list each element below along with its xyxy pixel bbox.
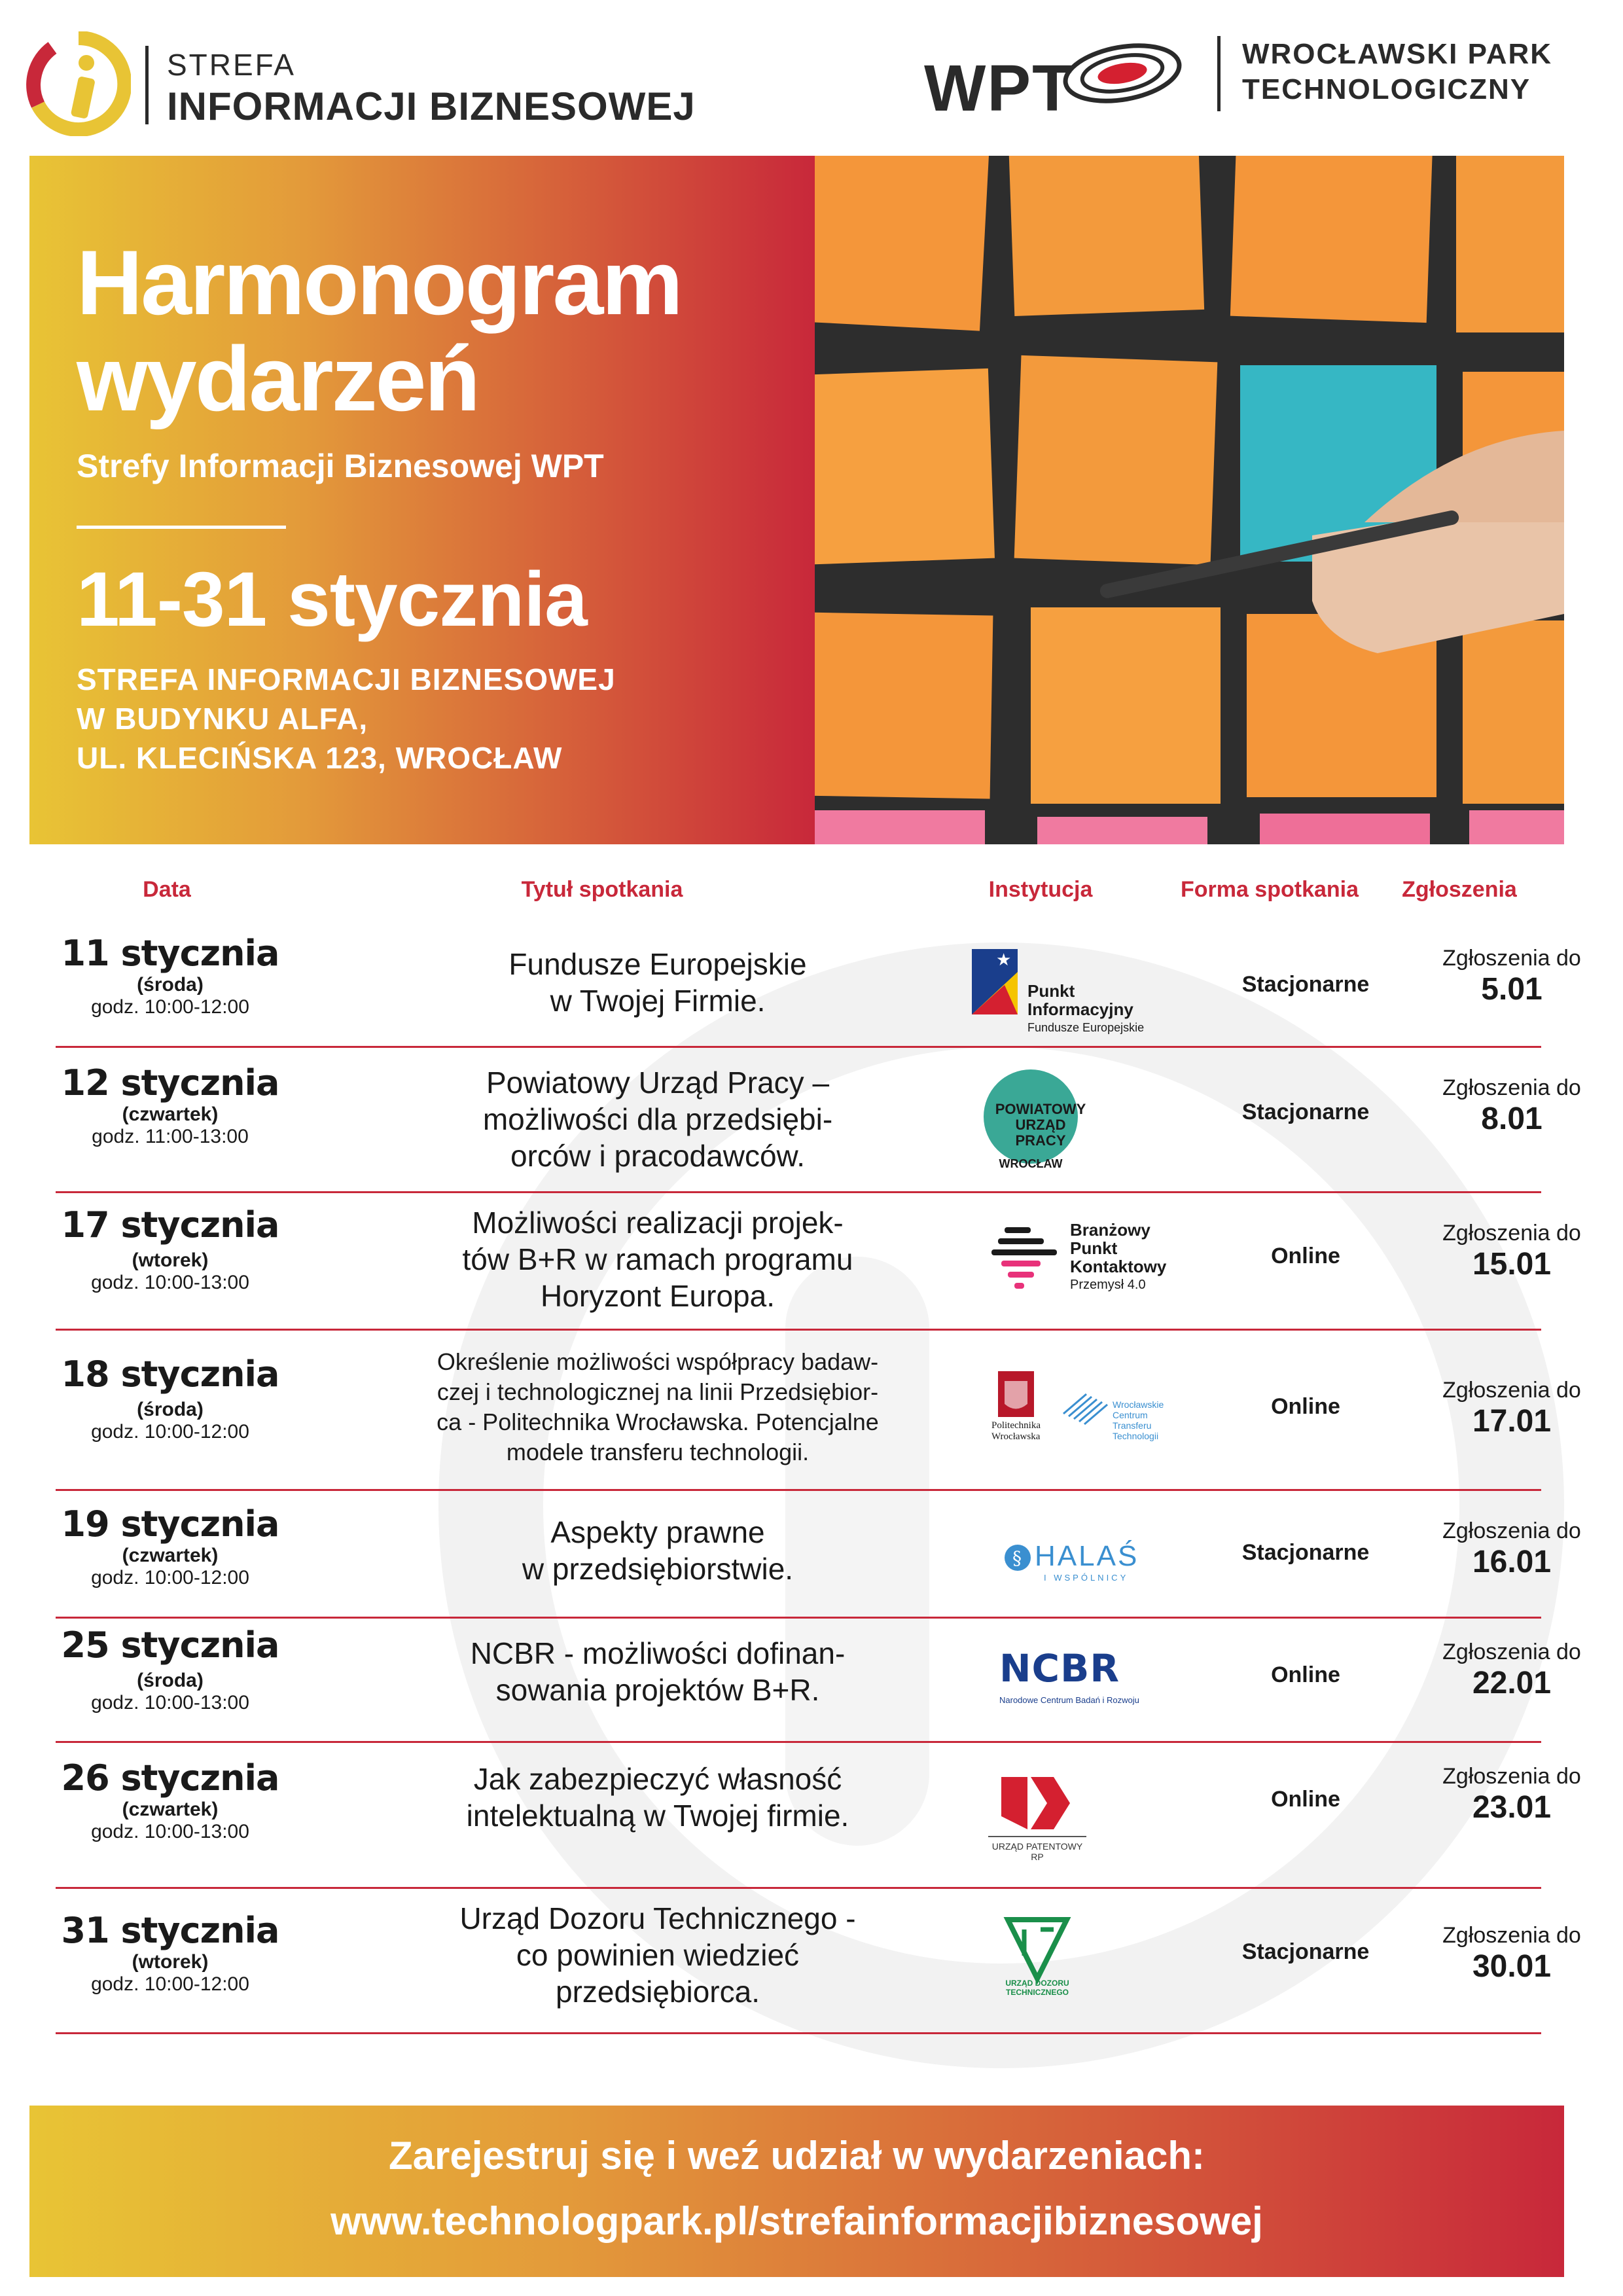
- table-row: [56, 1329, 1581, 1491]
- event-title: [330, 1204, 985, 1314]
- registration-deadline: [1397, 1075, 1623, 1137]
- footer-banner: [29, 2106, 1564, 2277]
- institution-name: [998, 1979, 1077, 1997]
- title-line: Możliwości realizacji projek-: [472, 1206, 844, 1240]
- column-header-date: Data: [143, 877, 191, 902]
- time-label: godz. 10:00-13:00: [91, 1272, 249, 1293]
- row-date: [56, 1204, 285, 1294]
- inst-line: Przemysł 4.0: [1070, 1278, 1146, 1292]
- hero-photo: [815, 156, 1564, 844]
- meeting-form: Online: [1271, 1244, 1340, 1268]
- registration-date: 16.01: [1472, 1545, 1552, 1579]
- title-line: Określenie możliwości współpracy badaw-: [437, 1348, 879, 1375]
- inst-line: Politechnika: [991, 1420, 1041, 1431]
- address-line2: W BUDYNKU ALFA,: [77, 702, 368, 736]
- institution-logo-pup: [906, 1066, 1162, 1177]
- day-label: (wtorek): [132, 1951, 209, 1973]
- svg-text:§: §: [1012, 1547, 1022, 1569]
- time-label: godz. 11:00-13:00: [92, 1126, 249, 1147]
- institution-logo-uprp: [906, 1770, 1162, 1882]
- sticky-notes-photo: [815, 156, 1564, 844]
- table-row: [56, 1741, 1581, 1889]
- wpt-swirl-icon: [1060, 34, 1185, 113]
- row-date: [56, 1910, 285, 1996]
- institution-logo-bpk: [906, 1217, 1167, 1329]
- registration-deadline: [1397, 1518, 1623, 1580]
- title-line: w Twojej Firmie.: [550, 984, 766, 1018]
- title-line: NCBR - możliwości dofinan-: [470, 1636, 846, 1670]
- footer-cta: Zarejestruj się i weź udział w wydarzeniach:: [388, 2134, 1205, 2178]
- sib-title-line2: INFORMACJI BIZNESOWEJ: [167, 84, 696, 128]
- date-label: 26 stycznia: [61, 1757, 279, 1799]
- registration-date: 30.01: [1472, 1949, 1552, 1984]
- registration-label: Zgłoszenia do: [1442, 1518, 1581, 1543]
- title-line: co powinien wiedzieć: [516, 1938, 800, 1972]
- wpt-logo-text: WPT: [924, 52, 1074, 125]
- event-title: [330, 1064, 985, 1174]
- title-line: Jak zabezpieczyć własność: [473, 1762, 842, 1796]
- inst-line: URZĄD DOZORU: [1005, 1979, 1069, 1988]
- column-header-registration: Zgłoszenia: [1402, 877, 1517, 902]
- sib-logo-icon: [26, 31, 131, 136]
- title-line: tów B+R w ramach programu: [462, 1242, 853, 1276]
- inst-line: Wrocławskie Centrum: [1113, 1399, 1164, 1420]
- time-label: godz. 10:00-12:00: [91, 1421, 249, 1443]
- time-label: godz. 10:00-12:00: [91, 1973, 249, 1995]
- registration-label: Zgłoszenia do: [1442, 946, 1581, 971]
- wpt-name-line1: WROCŁAWSKI PARK: [1242, 38, 1553, 70]
- date-label: 17 stycznia: [61, 1204, 279, 1246]
- meeting-form: Stacjonarne: [1241, 1939, 1370, 1964]
- meeting-form: Stacjonarne: [1241, 1540, 1370, 1565]
- date-label: 11 stycznia: [61, 933, 279, 974]
- event-title: [330, 1635, 985, 1708]
- column-header-institution: Instytucja: [988, 877, 1093, 902]
- wpt-divider: [1217, 36, 1221, 111]
- registration-deadline: [1397, 1923, 1623, 1984]
- meeting-form: Stacjonarne: [1241, 1100, 1370, 1124]
- registration-label: Zgłoszenia do: [1442, 1640, 1581, 1664]
- table-row: [56, 1489, 1581, 1619]
- inst-line: Punkt: [1070, 1238, 1118, 1258]
- inst-line: TECHNICZNEGO: [1006, 1988, 1069, 1997]
- registration-date: 5.01: [1481, 972, 1543, 1007]
- institution-name: [991, 1102, 1090, 1149]
- date-label: 31 stycznia: [61, 1910, 279, 1951]
- meeting-form: Stacjonarne: [1241, 972, 1370, 997]
- title-line: Powiatowy Urząd Pracy –: [486, 1066, 830, 1100]
- institution-name: URZĄD PATENTOWY RP: [991, 1841, 1083, 1862]
- row-date: [56, 1624, 285, 1714]
- registration-date: 23.01: [1472, 1790, 1552, 1825]
- time-label: godz. 10:00-13:00: [91, 1692, 249, 1713]
- inst-line: URZĄD: [1015, 1117, 1066, 1133]
- sib-title-line1: STREFA: [167, 48, 296, 82]
- event-title: [330, 946, 985, 1019]
- hero-title-line1: Harmonogram: [77, 231, 681, 334]
- hero-dates: 11-31 stycznia: [77, 556, 587, 643]
- institution-name: HALAŚ: [1035, 1540, 1139, 1572]
- registration-date: 17.01: [1472, 1404, 1552, 1439]
- date-label: 19 stycznia: [61, 1503, 279, 1545]
- registration-date: 8.01: [1481, 1102, 1543, 1136]
- institution-subname: I WSPÓLNICY: [1044, 1573, 1129, 1583]
- registration-deadline: [1397, 946, 1623, 1007]
- hero-address: [77, 660, 616, 778]
- hero-divider: [77, 526, 286, 529]
- svg-text:★: ★: [996, 950, 1012, 970]
- title-line: ca - Politechnika Wrocławska. Potencjalne: [437, 1408, 879, 1435]
- row-date: [56, 933, 285, 1018]
- institution-subname: Narodowe Centrum Badań i Rozwoju: [999, 1695, 1139, 1705]
- day-label: (czwartek): [122, 1103, 219, 1125]
- row-date: [56, 1757, 285, 1843]
- day-label: (czwartek): [122, 1799, 219, 1820]
- title-line: w przedsiębiorstwie.: [522, 1552, 794, 1586]
- meeting-form: Online: [1271, 1787, 1340, 1812]
- registration-label: Zgłoszenia do: [1442, 1923, 1581, 1948]
- table-row: [56, 920, 1581, 1048]
- event-title: [330, 1761, 985, 1834]
- table-row: [56, 1046, 1581, 1193]
- title-line: sowania projektów B+R.: [495, 1673, 820, 1707]
- event-title: [330, 1347, 985, 1467]
- registration-date: 22.01: [1472, 1666, 1552, 1700]
- time-label: godz. 10:00-12:00: [91, 996, 249, 1018]
- inst-line: Branżowy: [1070, 1220, 1150, 1240]
- day-label: (czwartek): [122, 1545, 219, 1566]
- inst-line: Informacyjny: [1027, 999, 1133, 1019]
- inst-line: POWIATOWY: [995, 1101, 1086, 1117]
- registration-deadline: [1397, 1221, 1623, 1282]
- footer-link[interactable]: www.technologpark.pl/strefainformacjibiznesowej: [330, 2199, 1263, 2243]
- column-header-title: Tytuł spotkania: [521, 877, 683, 902]
- inst-line: Transferu Technologii: [1113, 1420, 1159, 1441]
- registration-deadline: [1397, 1378, 1623, 1439]
- title-line: Urząd Dozoru Technicznego -: [459, 1901, 856, 1935]
- event-title: [330, 1900, 985, 2010]
- table-row: [56, 1887, 1581, 2034]
- inst-city: WROCŁAW: [999, 1157, 1063, 1170]
- day-label: (środa): [137, 1399, 204, 1420]
- inst-line: Fundusze Europejskie: [1027, 1021, 1145, 1034]
- date-label: 25 stycznia: [61, 1624, 279, 1666]
- registration-label: Zgłoszenia do: [1442, 1764, 1581, 1789]
- time-label: godz. 10:00-12:00: [91, 1567, 249, 1588]
- event-title: [330, 1514, 985, 1587]
- hero-title-line2: wydarzeń: [77, 327, 478, 430]
- inst-line: Kontaktowy: [1070, 1257, 1167, 1276]
- time-label: godz. 10:00-13:00: [91, 1821, 249, 1842]
- institution-name: [1027, 982, 1144, 1037]
- inst-line: PRACY: [1015, 1132, 1066, 1149]
- hero-banner: [29, 156, 1564, 844]
- table-row: [56, 1617, 1581, 1743]
- title-line: Horyzont Europa.: [541, 1279, 775, 1313]
- address-line3: UL. KLECIŃSKA 123, WROCŁAW: [77, 741, 563, 775]
- day-label: (środa): [137, 974, 204, 996]
- wpt-name-line2: TECHNOLOGICZNY: [1242, 73, 1531, 105]
- hero-subtitle: Strefy Informacji Biznesowej WPT: [77, 448, 604, 484]
- meeting-form: Online: [1271, 1394, 1340, 1419]
- header-divider: [145, 46, 149, 124]
- institution-name: NCBR: [999, 1646, 1120, 1691]
- title-line: modele transferu technologii.: [506, 1439, 810, 1465]
- registration-label: Zgłoszenia do: [1442, 1378, 1581, 1403]
- day-label: (środa): [137, 1670, 204, 1691]
- hero-title: [77, 231, 681, 430]
- inst-line: Wrocławska: [991, 1431, 1041, 1442]
- date-label: 12 stycznia: [61, 1062, 279, 1103]
- row-date: [56, 1354, 285, 1443]
- title-line: czej i technologicznej na linii Przedsiębior-: [437, 1378, 879, 1405]
- address-line1: STREFA INFORMACJI BIZNESOWEJ: [77, 662, 616, 696]
- title-line: możliwości dla przedsiębi-: [482, 1102, 833, 1136]
- institution-name: [991, 1420, 1041, 1443]
- institution-logo-pwr: [906, 1368, 1162, 1479]
- registration-deadline: [1397, 1640, 1623, 1701]
- table-row: [56, 1191, 1581, 1331]
- day-label: (wtorek): [132, 1249, 209, 1271]
- institution-logo-udt: [906, 1913, 1162, 2024]
- inst-line: Punkt: [1027, 981, 1075, 1001]
- registration-deadline: [1397, 1764, 1623, 1825]
- title-line: przedsiębiorca.: [556, 1975, 760, 2009]
- title-line: Aspekty prawne: [550, 1515, 765, 1549]
- registration-label: Zgłoszenia do: [1442, 1221, 1581, 1246]
- row-date: [56, 1503, 285, 1589]
- column-header-form: Forma spotkania: [1180, 877, 1359, 902]
- registration-label: Zgłoszenia do: [1442, 1075, 1581, 1100]
- title-line: Fundusze Europejskie: [508, 947, 807, 981]
- title-line: intelektualną w Twojej firmie.: [466, 1799, 849, 1833]
- meeting-form: Online: [1271, 1662, 1340, 1687]
- title-line: orców i pracodawców.: [510, 1139, 805, 1173]
- date-label: 18 stycznia: [61, 1354, 279, 1395]
- registration-date: 15.01: [1472, 1247, 1552, 1282]
- row-date: [56, 1062, 285, 1148]
- institution-logo-punkt-informacyjny: [906, 946, 1162, 1057]
